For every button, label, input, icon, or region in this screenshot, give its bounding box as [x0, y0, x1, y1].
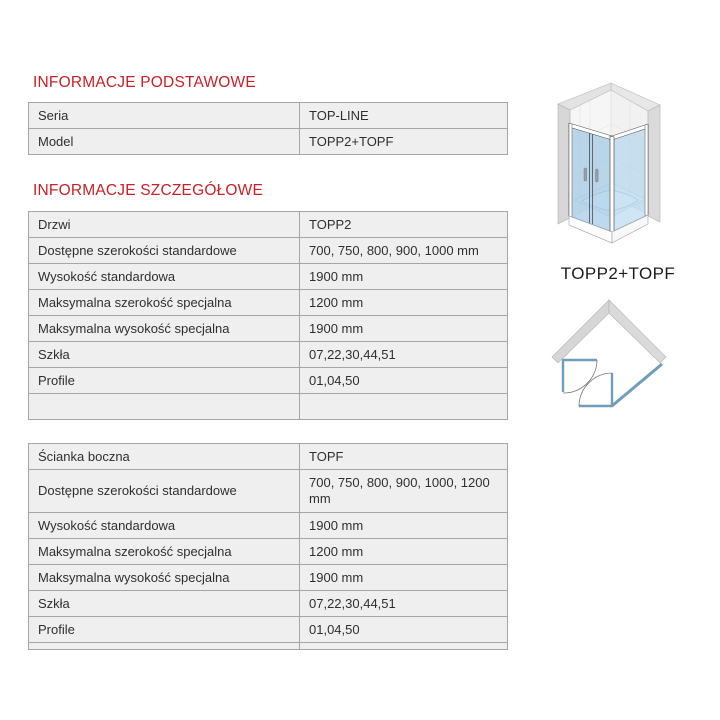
shower-enclosure-isometric-drawing: [546, 66, 690, 262]
table-row: [29, 368, 508, 394]
row-value-cell: TOP-LINE: [300, 103, 508, 129]
corner-post: [610, 136, 614, 233]
row-value-cell: 01,04,50: [300, 617, 508, 643]
row-label-cell: Profile: [29, 368, 300, 394]
row-label-cell: Szkła: [29, 342, 300, 368]
table-row-truncated: [29, 643, 508, 650]
section-heading-basic-info: INFORMACJE PODSTAWOWE: [33, 74, 256, 91]
row-label-cell: [29, 394, 300, 420]
row-label-cell: [29, 643, 300, 650]
shower-enclosure-plan-drawing: [543, 293, 677, 415]
table-row: [29, 290, 508, 316]
table-row-empty: [29, 394, 508, 420]
row-value-cell: [300, 394, 508, 420]
table-row: [29, 444, 508, 470]
row-value-cell: 700, 750, 800, 900, 1000, 1200 mm: [300, 470, 508, 513]
table-row: [29, 470, 508, 513]
row-label-cell: Maksymalna szerokość specjalna: [29, 290, 300, 316]
row-label-cell: Wysokość standardowa: [29, 513, 300, 539]
door-handle-icon: [584, 168, 587, 181]
row-value-cell: 07,22,30,44,51: [300, 342, 508, 368]
row-label-cell: Profile: [29, 617, 300, 643]
row-label-cell: Wysokość standardowa: [29, 264, 300, 290]
row-label-cell: Seria: [29, 103, 300, 129]
row-label-cell: Maksymalna wysokość specjalna: [29, 316, 300, 342]
door-spec-table: [28, 211, 508, 420]
row-value-cell: TOPF: [300, 444, 508, 470]
table-row: [29, 617, 508, 643]
side-wall-spec-table: [28, 443, 508, 650]
section-heading-detailed-info: INFORMACJE SZCZEGÓŁOWE: [33, 182, 264, 199]
row-value-cell: 1900 mm: [300, 264, 508, 290]
row-value-cell: 01,04,50: [300, 368, 508, 394]
table-row: [29, 212, 508, 238]
glass-side-panel: [612, 124, 648, 232]
table-row: [29, 539, 508, 565]
row-value-cell: TOPP2+TOPF: [300, 129, 508, 155]
table-row: [29, 342, 508, 368]
table-row: [29, 591, 508, 617]
row-value-cell: 1200 mm: [300, 539, 508, 565]
glass-door-panels: [569, 123, 612, 232]
plan-walls: [552, 300, 666, 363]
basic-info-table: [28, 102, 508, 155]
table-row: [29, 238, 508, 264]
row-label-cell: Drzwi: [29, 212, 300, 238]
row-value-cell: [300, 643, 508, 650]
row-label-cell: Dostępne szerokości standardowe: [29, 238, 300, 264]
row-value-cell: TOPP2: [300, 212, 508, 238]
table-row: [29, 513, 508, 539]
row-value-cell: 1900 mm: [300, 565, 508, 591]
product-model-label: TOPP2+TOPF: [560, 264, 676, 283]
table-row: [29, 264, 508, 290]
row-label-cell: Szkła: [29, 591, 300, 617]
row-label-cell: Model: [29, 129, 300, 155]
row-value-cell: 1900 mm: [300, 316, 508, 342]
table-row: [29, 316, 508, 342]
row-value-cell: 1200 mm: [300, 290, 508, 316]
row-value-cell: 1900 mm: [300, 513, 508, 539]
plan-side-panel: [613, 364, 663, 406]
table-row: [29, 129, 508, 155]
table-row: [29, 565, 508, 591]
door-handle-icon: [596, 169, 599, 182]
row-label-cell: Dostępne szerokości standardowe: [29, 470, 300, 513]
row-value-cell: 700, 750, 800, 900, 1000 mm: [300, 238, 508, 264]
row-label-cell: Maksymalna wysokość specjalna: [29, 565, 300, 591]
door-swing-arcs: [563, 360, 612, 406]
row-label-cell: Ścianka boczna: [29, 444, 300, 470]
row-label-cell: Maksymalna szerokość specjalna: [29, 539, 300, 565]
table-row: [29, 103, 508, 129]
row-value-cell: 07,22,30,44,51: [300, 591, 508, 617]
